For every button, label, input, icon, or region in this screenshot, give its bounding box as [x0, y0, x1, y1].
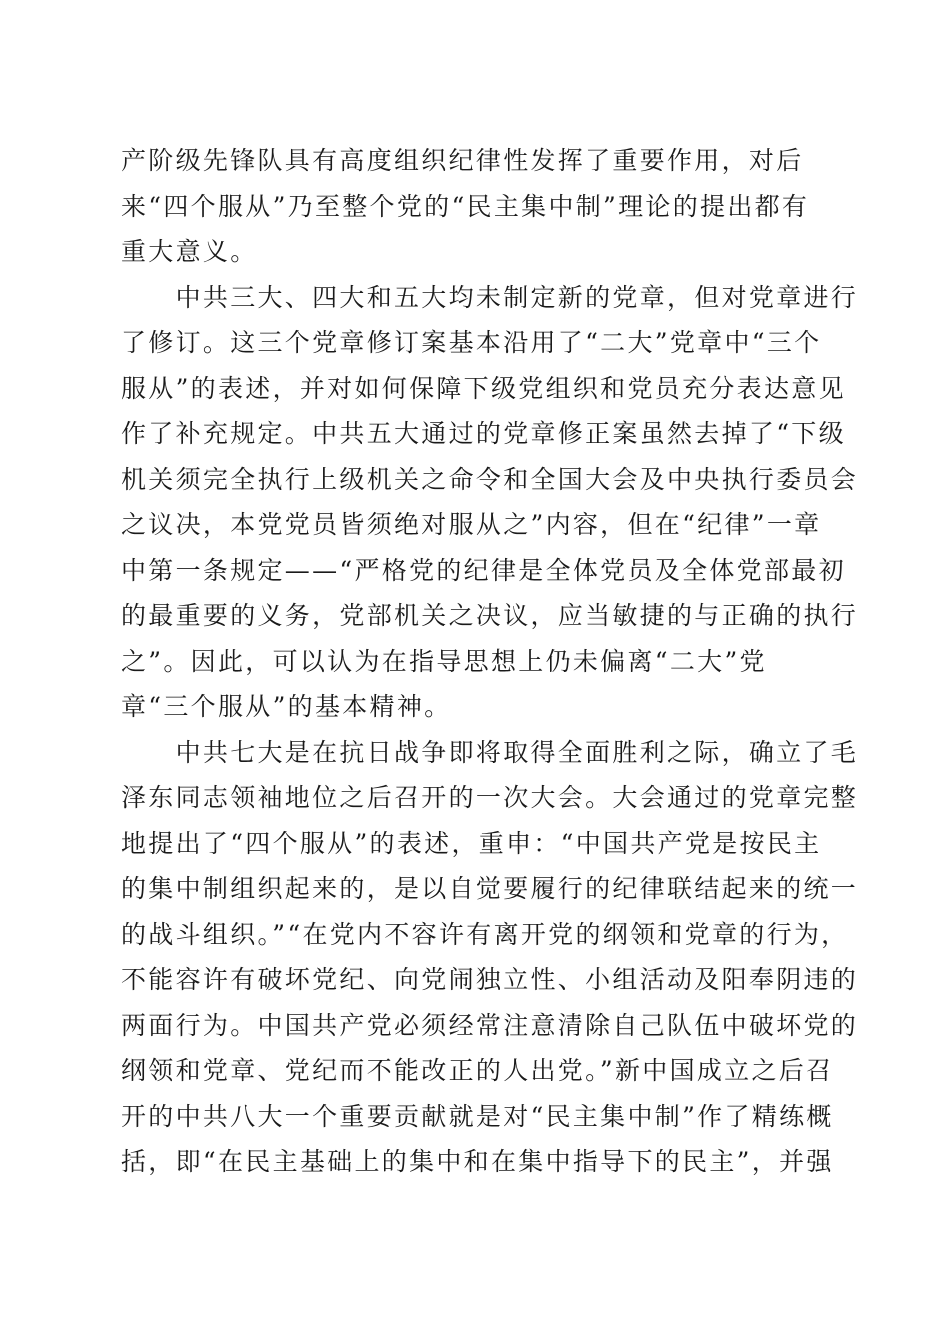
text-line: 中第一条规定——“严格党的纪律是全体党员及全体党部最初	[121, 555, 846, 585]
text-line: 作了补充规定。中共五大通过的党章修正案虽然去掉了“下级	[121, 419, 846, 448]
text-line: 开的中共八大一个重要贡献就是对“民主集中制”作了精练概	[121, 1101, 834, 1131]
text-line: 两面行为。中国共产党必须经常注意清除自己队伍中破坏党的	[121, 1010, 859, 1040]
text-line: 的最重要的义务，党部机关之决议，应当敏捷的与正确的执行	[121, 601, 859, 630]
text-line: 重大意义。	[121, 237, 258, 266]
text-line: 的战斗组织。”“在党内不容许有离开党的纲领和党章的行为，	[121, 919, 849, 949]
text-line: 地提出了“四个服从”的表述，重申：“中国共产党是按民主	[121, 828, 822, 858]
text-line: 括，即“在民主基础上的集中和在集中指导下的民主”，并强	[121, 1147, 834, 1176]
text-line: 纲领和党章、党纪而不能改正的人出党。”新中国成立之后召	[121, 1056, 834, 1085]
text-line: 了修订。这三个党章修订案基本沿用了“二大”党章中“三个	[121, 328, 822, 357]
text-line: 章“三个服从”的基本精神。	[121, 692, 452, 721]
text-line: 不能容许有破坏党纪、向党闹独立性、小组活动及阳奉阴违的	[121, 965, 859, 994]
text-line: 产阶级先锋队具有高度组织纪律性发挥了重要作用，对后	[121, 146, 804, 175]
text-line: 之议决，本党党员皆须绝对服从之”内容，但在“纪律”一章	[121, 510, 822, 539]
text-line: 机关须完全执行上级机关之命令和全国大会及中央执行委员会	[121, 464, 859, 494]
body-text	[121, 138, 859, 1185]
text-line: 中共三大、四大和五大均未制定新的党章，但对党章进行	[121, 282, 859, 312]
text-line: 之”。因此，可以认为在指导思想上仍未偏离“二大”党	[121, 646, 767, 676]
text-line: 泽东同志领袖地位之后召开的一次大会。大会通过的党章完整	[121, 783, 859, 812]
text-line: 的集中制组织起来的，是以自觉要履行的纪律联结起来的统一	[121, 874, 859, 903]
text-line: 服从”的表述，并对如何保障下级党组织和党员充分表达意见	[121, 373, 846, 403]
text-line: 来“四个服从”乃至整个党的“民主集中制”理论的提出都有	[121, 191, 810, 221]
text-line: 中共七大是在抗日战争即将取得全面胜利之际，确立了毛	[121, 737, 859, 767]
